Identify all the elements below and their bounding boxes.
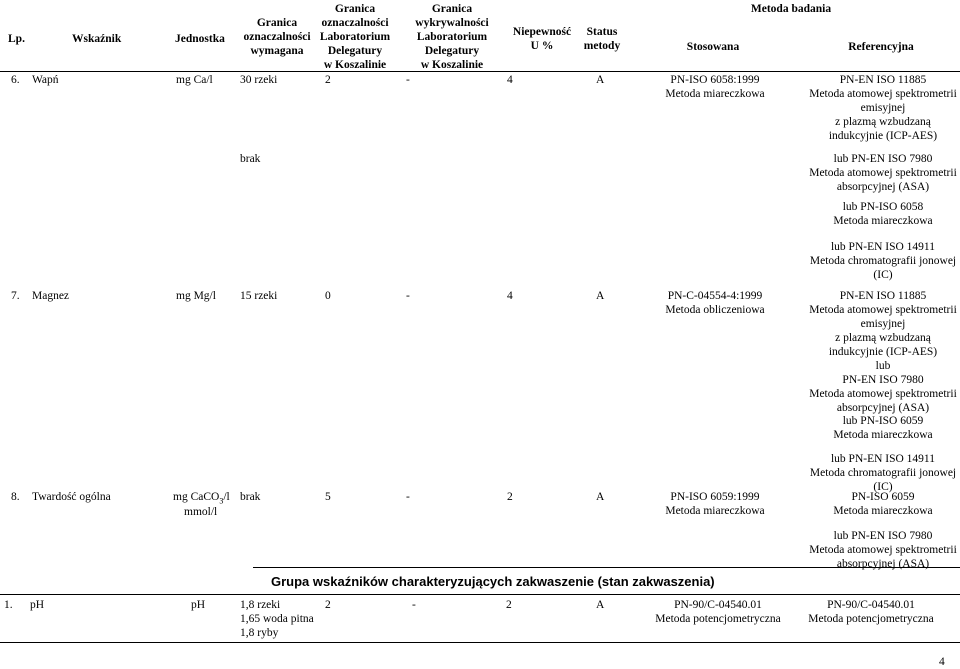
row-8-unit-sub: 3 (219, 496, 224, 506)
group-bottom-rule (0, 594, 960, 595)
row-8-lp: 8. (11, 491, 20, 503)
row-6-lp: 6. (11, 74, 20, 86)
row-ph-granica-laboratorium: 2 (325, 599, 331, 611)
header-granica-laboratorium: Granica oznaczalności Laboratorium Delegatury w Koszalinie (319, 3, 391, 71)
row-ph-metoda-referencyjna: PN-90/C-04540.01 Metoda potencjometryczna (808, 599, 934, 625)
row-ph-status: A (596, 599, 605, 611)
header-stosowana: Stosowana (686, 41, 740, 53)
row-7-metoda-referencyjna-2: lub PN-ISO 6059 Metoda miareczkowa (833, 415, 933, 441)
row-8-unit (173, 490, 230, 504)
row-6-metoda-referencyjna-4: lub PN-EN ISO 14911 Metoda chromatografii jonowej (IC) (809, 241, 957, 281)
row-8-name: Twardość ogólna (32, 491, 111, 503)
row-6-niepewnosc: 4 (507, 74, 513, 86)
header-referencyjna: Referencyjna (848, 41, 914, 53)
bottom-rule (0, 642, 960, 643)
row-8-granica-laboratorium: 5 (325, 491, 331, 503)
header-niepewnosc: Niepewność U % (512, 26, 572, 52)
row-6-metoda-referencyjna-1: PN-EN ISO 11885 Metoda atomowej spektrometrii emisyjnej z plazmą wzbudzaną indukcyjnie (ICP-AES) (809, 74, 957, 142)
header-lp: Lp. (8, 33, 25, 45)
row-6-granica-laboratorium: 2 (325, 74, 331, 86)
row-6-metoda-referencyjna-2: lub PN-EN ISO 7980 Metoda atomowej spektrometrii absorpcyjnej (ASA) (809, 153, 957, 193)
row-7-lp: 7. (11, 290, 20, 302)
row-8-metoda-referencyjna-2: lub PN-EN ISO 7980 Metoda atomowej spektrometrii absorpcyjnej (ASA) (809, 530, 957, 570)
row-7-granica-laboratorium: 0 (325, 290, 331, 302)
row-ph-name: pH (30, 599, 45, 611)
row-7-metoda-referencyjna-3: lub PN-EN ISO 14911 Metoda chromatografii jonowej (IC) (809, 453, 957, 493)
row-7-granica-wykrywalnosci: - (406, 290, 410, 302)
row-8-granica-wykrywalnosci: - (406, 491, 410, 503)
row-ph-lp: 1. (4, 599, 13, 611)
row-8-unit-post: /l (223, 491, 230, 503)
row-8-metoda-referencyjna-1: PN-ISO 6059 Metoda miareczkowa (833, 491, 933, 517)
row-8-status: A (596, 491, 605, 503)
row-7-name: Magnez (32, 290, 70, 302)
header-wskaznik: Wskaźnik (72, 33, 122, 45)
group-title: Grupa wskaźników charakteryzujących zakwaszenie (stan zakwaszenia) (271, 574, 715, 589)
row-ph-granica-wykrywalnosci: - (412, 599, 416, 611)
row-6-metoda-referencyjna-3: lub PN-ISO 6058 Metoda miareczkowa (833, 201, 933, 227)
row-8-unit-pre: mg CaCO (173, 491, 220, 503)
row-7-metoda-referencyjna-1: PN-EN ISO 11885 Metoda atomowej spektrometrii emisyjnej z plazmą wzbudzaną indukcyjnie (ICP-AES) lub PN-EN ISO 7980 Metoda atomowej spektrometrii absorpcyjnej (ASA) (809, 290, 957, 414)
row-8-unit-2: mmol/l (184, 506, 218, 518)
header-status: Status metody (583, 26, 621, 52)
row-7-granica-wymagana: 15 rzeki (240, 290, 278, 302)
row-7-metoda-stosowana: PN-C-04554-4:1999 Metoda obliczeniowa (665, 290, 765, 316)
row-6-metoda-stosowana: PN-ISO 6058:1999 Metoda miareczkowa (665, 74, 765, 100)
row-ph-metoda-stosowana: PN-90/C-04540.01 Metoda potencjometryczna (655, 599, 781, 625)
row-8-metoda-stosowana: PN-ISO 6059:1999 Metoda miareczkowa (665, 491, 765, 517)
header-metoda-badania: Metoda badania (750, 3, 832, 15)
row-6-status: A (596, 74, 605, 86)
row-6-granica-wymagana: 30 rzeki (240, 74, 278, 86)
row-ph-granica-wymagana: 1,8 rzeki 1,65 woda pitna 1,8 ryby (240, 599, 314, 639)
row-ph-unit: pH (191, 599, 206, 611)
row-7-niepewnosc: 4 (507, 290, 513, 302)
row-6-granica-wykrywalnosci: - (406, 74, 410, 86)
row-7-unit: mg Mg/l (176, 290, 216, 302)
row-8-niepewnosc: 2 (507, 491, 513, 503)
row-6-granica-wymagana-brak: brak (240, 153, 261, 165)
header-granica-wymagana: Granica oznaczalności wymagana (243, 17, 311, 57)
header-granica-wykrywalnosci: Granica wykrywalności Laboratorium Delegatury w Koszalinie (415, 3, 489, 71)
page-number: 4 (939, 656, 945, 668)
row-ph-niepewnosc: 2 (506, 599, 512, 611)
row-6-name: Wapń (32, 74, 59, 86)
row-7-status: A (596, 290, 605, 302)
row-6-unit: mg Ca/l (176, 74, 213, 86)
header-jednostka: Jednostka (175, 33, 225, 45)
row-8-granica-wymagana: brak (240, 491, 261, 503)
